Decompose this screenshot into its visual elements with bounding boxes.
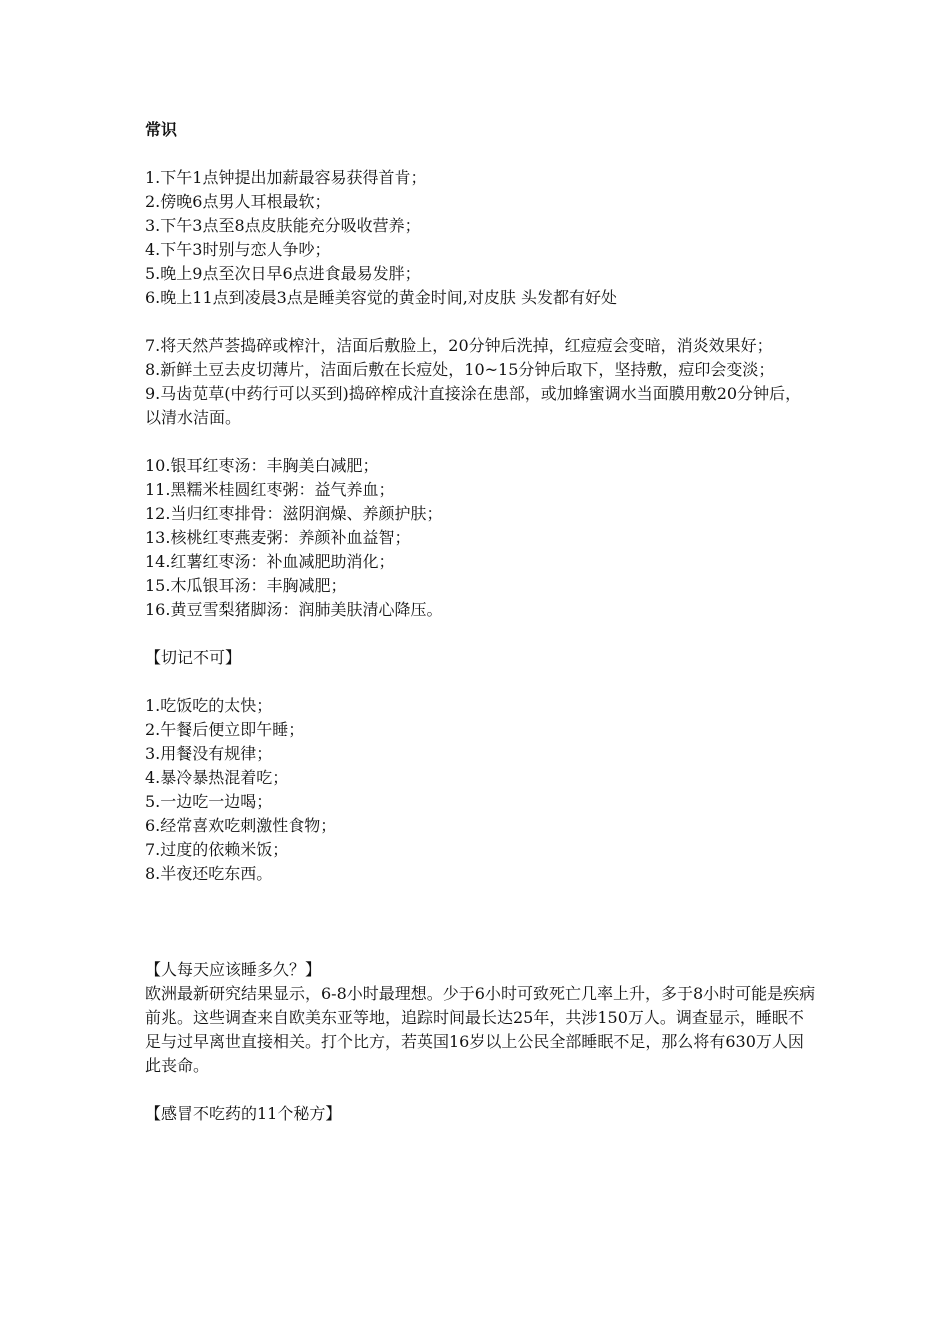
list-item: 8.新鲜土豆去皮切薄片，洁面后敷在长痘处，10~15分钟后取下，坚持敷，痘印会变淡； (145, 360, 775, 379)
sleep-paragraph: 欧洲最新研究结果显示，6-8小时最理想。少于6小时可致死亡几率上升，多于8小时可能是疾病前兆。这些调查来自欧美东亚等地，追踪时间最长达25年，共涉150万人。调查显示，睡眠不足与过早离世直接相关。打个比方，若英国16岁以上公民全部睡眠不足，那么将有630万人因此丧命。 (145, 984, 816, 1075)
list-item: 13.核桃红枣燕麦粥：养颜补血益智； (145, 528, 411, 547)
list-item: 8.半夜还吃东西。 (145, 864, 273, 883)
list-item: 10.银耳红枣汤：丰胸美白减肥； (145, 456, 379, 475)
tips-list-time (145, 166, 817, 310)
list-item: 15.木瓜银耳汤：丰胸减肥； (145, 576, 347, 595)
list-item: 2.傍晚6点男人耳根最软； (145, 192, 331, 211)
list-item: 5.晚上9点至次日早6点进食最易发胖； (145, 264, 421, 283)
list-item: 3.下午3点至8点皮肤能充分吸收营养； (145, 216, 421, 235)
tips-list-soups (145, 454, 817, 622)
list-item: 9.马齿苋草(中药行可以买到)捣碎榨成汁直接涂在患部，或加蜂蜜调水当面膜用敷20分钟后，以清水洁面。 (145, 384, 802, 427)
section-heading-taboo: 【切记不可】 (145, 648, 242, 667)
list-item: 12.当归红枣排骨：滋阴润燥、养颜护肤； (145, 504, 443, 523)
list-item: 16.黄豆雪梨猪脚汤：润肺美肤清心降压。 (145, 600, 443, 619)
section-heading-cold: 【感冒不吃药的11个秘方】 (145, 1104, 342, 1123)
list-item: 6.晚上11点到凌晨3点是睡美容觉的黄金时间,对皮肤 头发都有好处 (145, 288, 617, 307)
tips-list-skin (145, 334, 817, 430)
list-item: 3.用餐没有规律； (145, 744, 273, 763)
list-item: 1.下午1点钟提出加薪最容易获得首肯； (145, 168, 427, 187)
list-item: 6.经常喜欢吃刺激性食物； (145, 816, 337, 835)
document-page (145, 118, 817, 1126)
list-item: 4.暴冷暴热混着吃； (145, 768, 289, 787)
list-item: 1.吃饭吃的太快； (145, 696, 273, 715)
section-heading-sleep: 【人每天应该睡多久？】 (145, 960, 322, 979)
list-item: 2.午餐后便立即午睡； (145, 720, 305, 739)
list-item: 11.黑糯米桂圆红枣粥：益气养血； (145, 480, 395, 499)
list-item: 5.一边吃一边喝； (145, 792, 273, 811)
list-item: 7.将天然芦荟捣碎或榨汁，洁面后敷脸上，20分钟后洗掉，红痘痘会变暗，消炎效果好； (145, 336, 773, 355)
list-item: 7.过度的依赖米饭； (145, 840, 289, 859)
list-item: 4.下午3时别与恋人争吵； (145, 240, 331, 259)
document-title: 常识 (145, 120, 178, 139)
taboo-list (145, 694, 817, 886)
sleep-section (145, 958, 817, 1078)
list-item: 14.红薯红枣汤：补血减肥助消化； (145, 552, 395, 571)
